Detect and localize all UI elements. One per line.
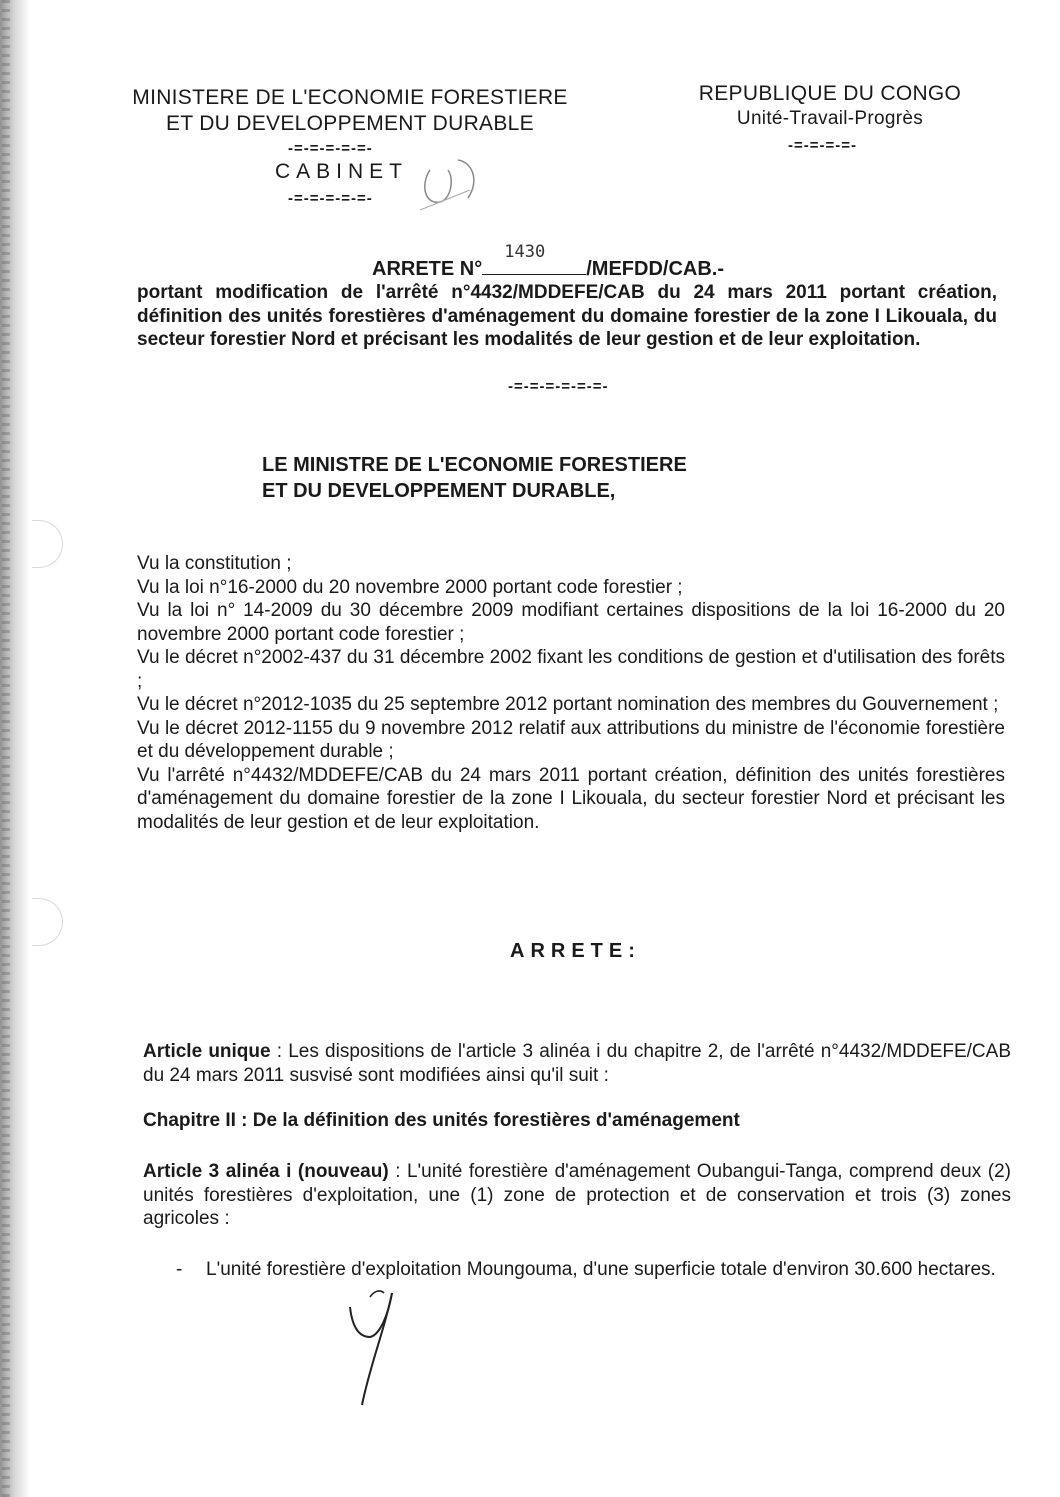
republic-name: REPUBLIQUE DU CONGO xyxy=(698,82,962,105)
cabinet-separator: -=-=-=-=-=- xyxy=(288,190,373,207)
republic-separator: -=-=-=-=- xyxy=(788,137,858,154)
visa-item: Vu l'arrêté n°4432/MDDEFE/CAB du 24 mars 2011 portant création, définition des unités forestières d'aménagement du domaine forestier de la zone I Likouala, du secteur forestier Nord et précisant les modalités de leur gestion et de leur exploitation. xyxy=(137,764,1005,833)
minister-heading xyxy=(262,452,687,504)
minister-line2: ET DU DEVELOPPEMENT DURABLE, xyxy=(262,480,616,502)
republic-motto: Unité-Travail-Progrès xyxy=(736,108,924,129)
visas-list xyxy=(137,552,1005,834)
arrete-heading: ARRETE: xyxy=(510,940,641,962)
visa-item: Vu la loi n°16-2000 du 20 novembre 2000 portant code forestier ; xyxy=(137,576,683,598)
ministry-header xyxy=(120,86,580,136)
title-separator: -=-=-=-=-=-=- xyxy=(508,378,609,395)
cabinet-label: CABINET xyxy=(275,160,409,183)
decree-suffix: /MEFDD/CAB.- xyxy=(586,258,724,280)
minister-line1: LE MINISTRE DE L'ECONOMIE FORESTIERE xyxy=(262,454,687,476)
handwritten-initial-signature xyxy=(340,1285,410,1415)
punch-hole-mark xyxy=(32,520,63,568)
ministry-line2: ET DU DEVELOPPEMENT DURABLE xyxy=(166,112,534,135)
bullet-item xyxy=(176,1258,1016,1282)
bullet-marker: - xyxy=(176,1259,183,1280)
decree-title: portant modification de l'arrêté n°4432/MDDEFE/CAB du 24 mars 2011 portant création, définition des unités forestières d'aménagement du domaine forestier de la zone I Likouala, du secteur forestier Nord et précisant les modalités de leur gestion et de leur exploitation. xyxy=(137,282,997,350)
article-3 xyxy=(143,1160,1011,1231)
visa-item: Vu le décret n°2012-1035 du 25 septembre 2012 portant nomination des membres du Gouvernement ; xyxy=(137,694,999,715)
article-unique-text: : Les dispositions de l'article 3 alinéa i du chapitre 2, de l'arrêté n°4432/MDDEFE/CAB du 24 mars 2011 susvisé sont modifiées ainsi qu'il suit : xyxy=(143,1041,1011,1086)
visa-item: Vu la loi n° 14-2009 du 30 décembre 2009 modifiant certaines dispositions de la loi 16-2000 du 20 novembre 2000 portant code forestier ; xyxy=(137,600,1005,645)
decree-number: 1430 xyxy=(504,242,546,262)
article-unique xyxy=(143,1040,1011,1087)
article-unique-label: Article unique xyxy=(143,1041,271,1062)
visa-item: Vu le décret 2012-1155 du 9 novembre 2012 relatif aux attributions du ministre de l'économie forestière et du développement durable ; xyxy=(137,717,1005,762)
ministry-line1: MINISTERE DE L'ECONOMIE FORESTIERE xyxy=(132,86,568,109)
article-3-text: : L'unité forestière d'aménagement Oubangui-Tanga, comprend deux (2) unités forestières d'exploitation, une (1) zone de protection et de conservation et trois (3) zones agricoles : xyxy=(143,1161,1011,1229)
visa-item: Vu le décret n°2002-437 du 31 décembre 2002 fixant les conditions de gestion et d'utilisation des forêts ; xyxy=(137,647,1005,692)
bullet-text: L'unité forestière d'exploitation Moungouma, d'une superficie totale d'environ 30.600 hectares. xyxy=(206,1259,996,1280)
punch-hole-mark xyxy=(32,898,63,946)
republic-header xyxy=(690,82,970,130)
stamp-scribble-mark xyxy=(410,140,500,220)
chapter-title: Chapitre II : De la définition des unités forestières d'aménagement xyxy=(143,1110,740,1131)
decree-label: ARRETE N° xyxy=(372,258,483,280)
header-separator: -=-=-=-=-=- xyxy=(288,140,373,157)
visa-item: Vu la constitution ; xyxy=(137,553,292,574)
article-3-label: Article 3 alinéa i (nouveau) xyxy=(143,1161,389,1182)
scan-edge-shadow xyxy=(0,0,30,1497)
decree-number-line xyxy=(372,242,724,281)
